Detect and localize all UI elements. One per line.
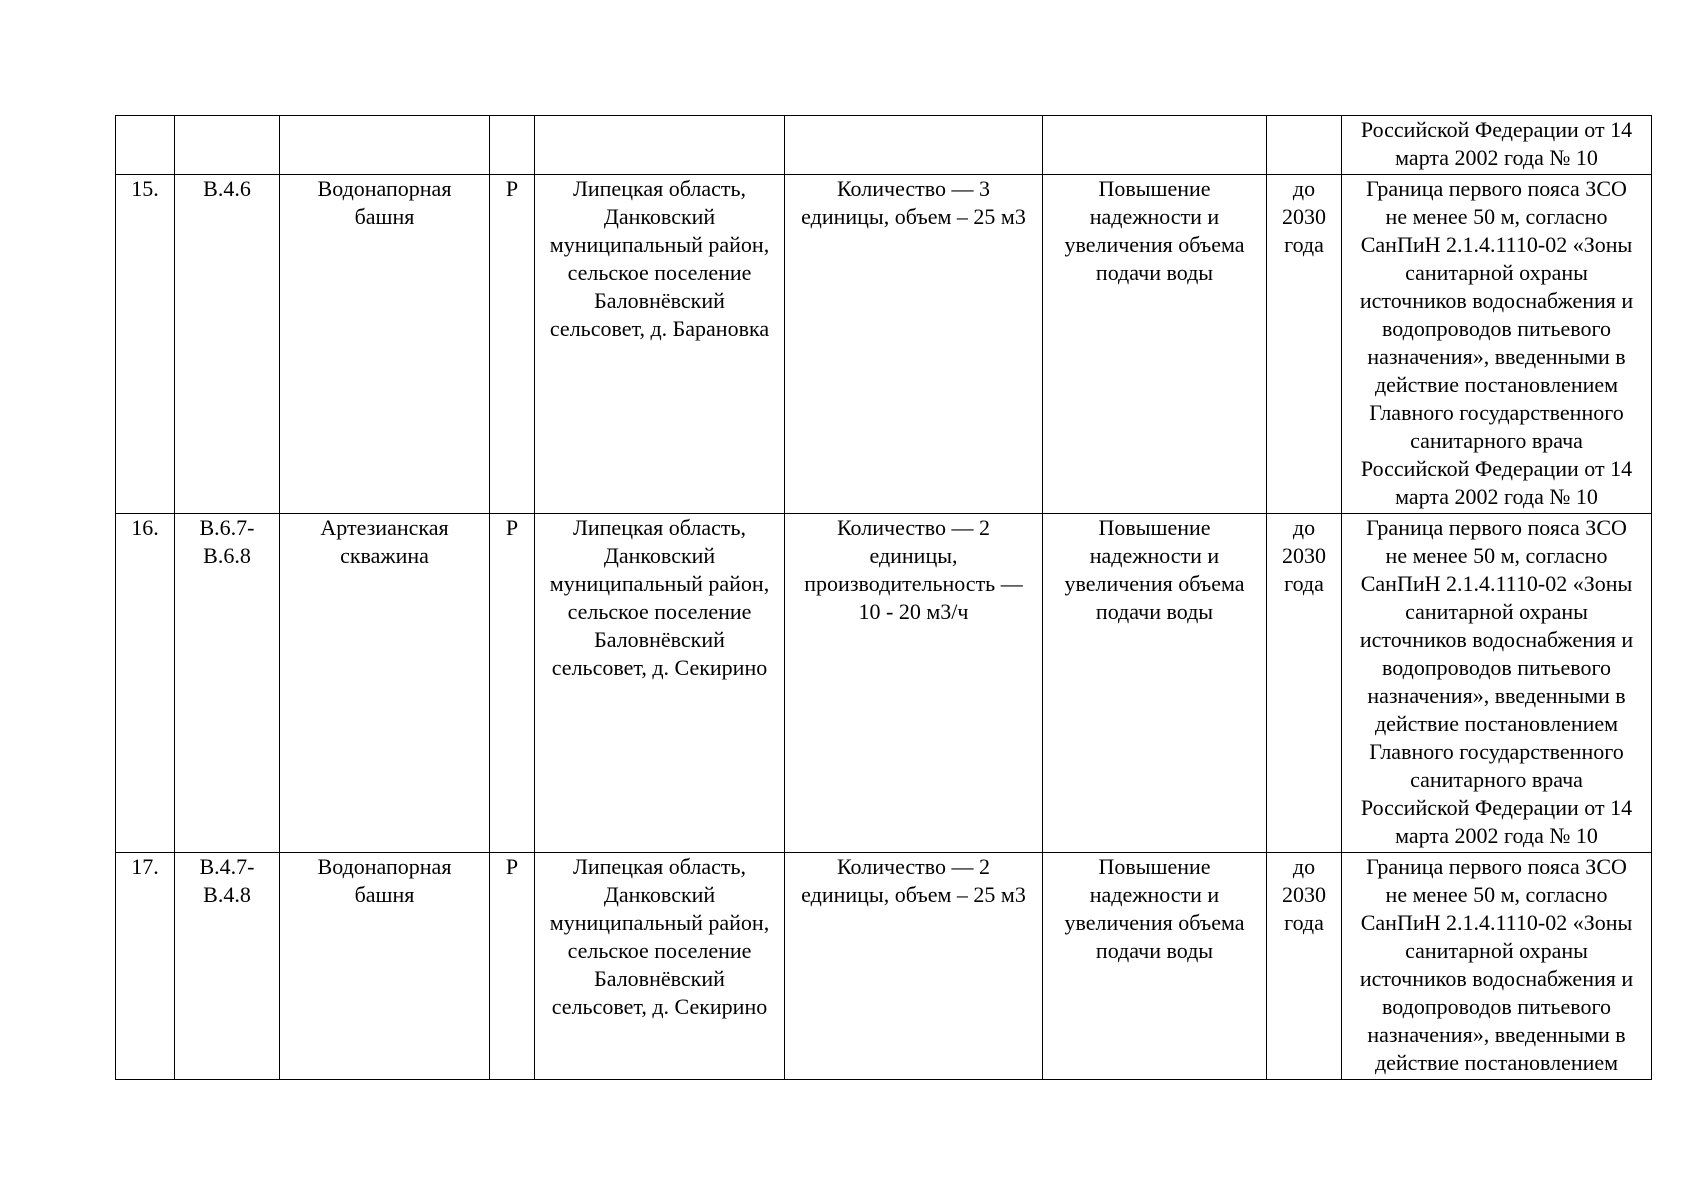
cell-purpose: Повышение надежности и увеличения объема подачи воды (1043, 853, 1267, 1080)
cell-protection-zone: Российской Федерации от 14 марта 2002 года № 10 (1342, 116, 1652, 175)
cell-purpose: Повышение надежности и увеличения объема подачи воды (1043, 514, 1267, 853)
cell-code (175, 116, 280, 175)
cell-parameters: Количество — 2 единицы, объем – 25 м3 (785, 853, 1043, 1080)
cell-number: 17. (116, 853, 175, 1080)
cell-location: Липецкая область, Данковский муниципальный район, сельское поселение Баловнёвский сельсовет, д. Секирино (535, 853, 785, 1080)
cell-parameters (785, 116, 1043, 175)
cell-location (535, 116, 785, 175)
cell-status: Р (490, 853, 535, 1080)
cell-number: 16. (116, 514, 175, 853)
table-row-continuation (116, 116, 1652, 175)
cell-location: Липецкая область, Данковский муниципальный район, сельское поселение Баловнёвский сельсовет, д. Секирино (535, 514, 785, 853)
table-row (116, 175, 1652, 514)
cell-code: В.4.6 (175, 175, 280, 514)
cell-term (1267, 116, 1342, 175)
cell-status (490, 116, 535, 175)
cell-object-name (280, 116, 490, 175)
cell-protection-zone: Граница первого пояса ЗСО не менее 50 м, согласно СанПиН 2.1.4.1110-02 «Зоны санитарной охраны источников водоснабжения и водопроводов питьевого назначения», введенными в действие постановлением Главного государственного санитарного врача Российской Федерации от 14 марта 2002 года № 10 (1342, 514, 1652, 853)
cell-term: до 2030 года (1267, 175, 1342, 514)
cell-status: Р (490, 514, 535, 853)
cell-protection-zone: Граница первого пояса ЗСО не менее 50 м, согласно СанПиН 2.1.4.1110-02 «Зоны санитарной охраны источников водоснабжения и водопроводов питьевого назначения», введенными в действие постановлением (1342, 853, 1652, 1080)
cell-object-name: Артезианская скважина (280, 514, 490, 853)
cell-code: В.4.7- В.4.8 (175, 853, 280, 1080)
cell-code: В.6.7- В.6.8 (175, 514, 280, 853)
cell-object-name: Водонапорная башня (280, 175, 490, 514)
cell-object-name: Водонапорная башня (280, 853, 490, 1080)
cell-term: до 2030 года (1267, 514, 1342, 853)
objects-table (115, 115, 1652, 1080)
cell-protection-zone: Граница первого пояса ЗСО не менее 50 м, согласно СанПиН 2.1.4.1110-02 «Зоны санитарной охраны источников водоснабжения и водопроводов питьевого назначения», введенными в действие постановлением Главного государственного санитарного врача Российской Федерации от 14 марта 2002 года № 10 (1342, 175, 1652, 514)
cell-number: 15. (116, 175, 175, 514)
cell-purpose: Повышение надежности и увеличения объема подачи воды (1043, 175, 1267, 514)
cell-location: Липецкая область, Данковский муниципальный район, сельское поселение Баловнёвский сельсовет, д. Барановка (535, 175, 785, 514)
table-row (116, 853, 1652, 1080)
cell-status: Р (490, 175, 535, 514)
cell-number (116, 116, 175, 175)
cell-term: до 2030 года (1267, 853, 1342, 1080)
cell-parameters: Количество — 3 единицы, объем – 25 м3 (785, 175, 1043, 514)
cell-purpose (1043, 116, 1267, 175)
table-row (116, 514, 1652, 853)
cell-parameters: Количество — 2 единицы, производительность — 10 - 20 м3/ч (785, 514, 1043, 853)
